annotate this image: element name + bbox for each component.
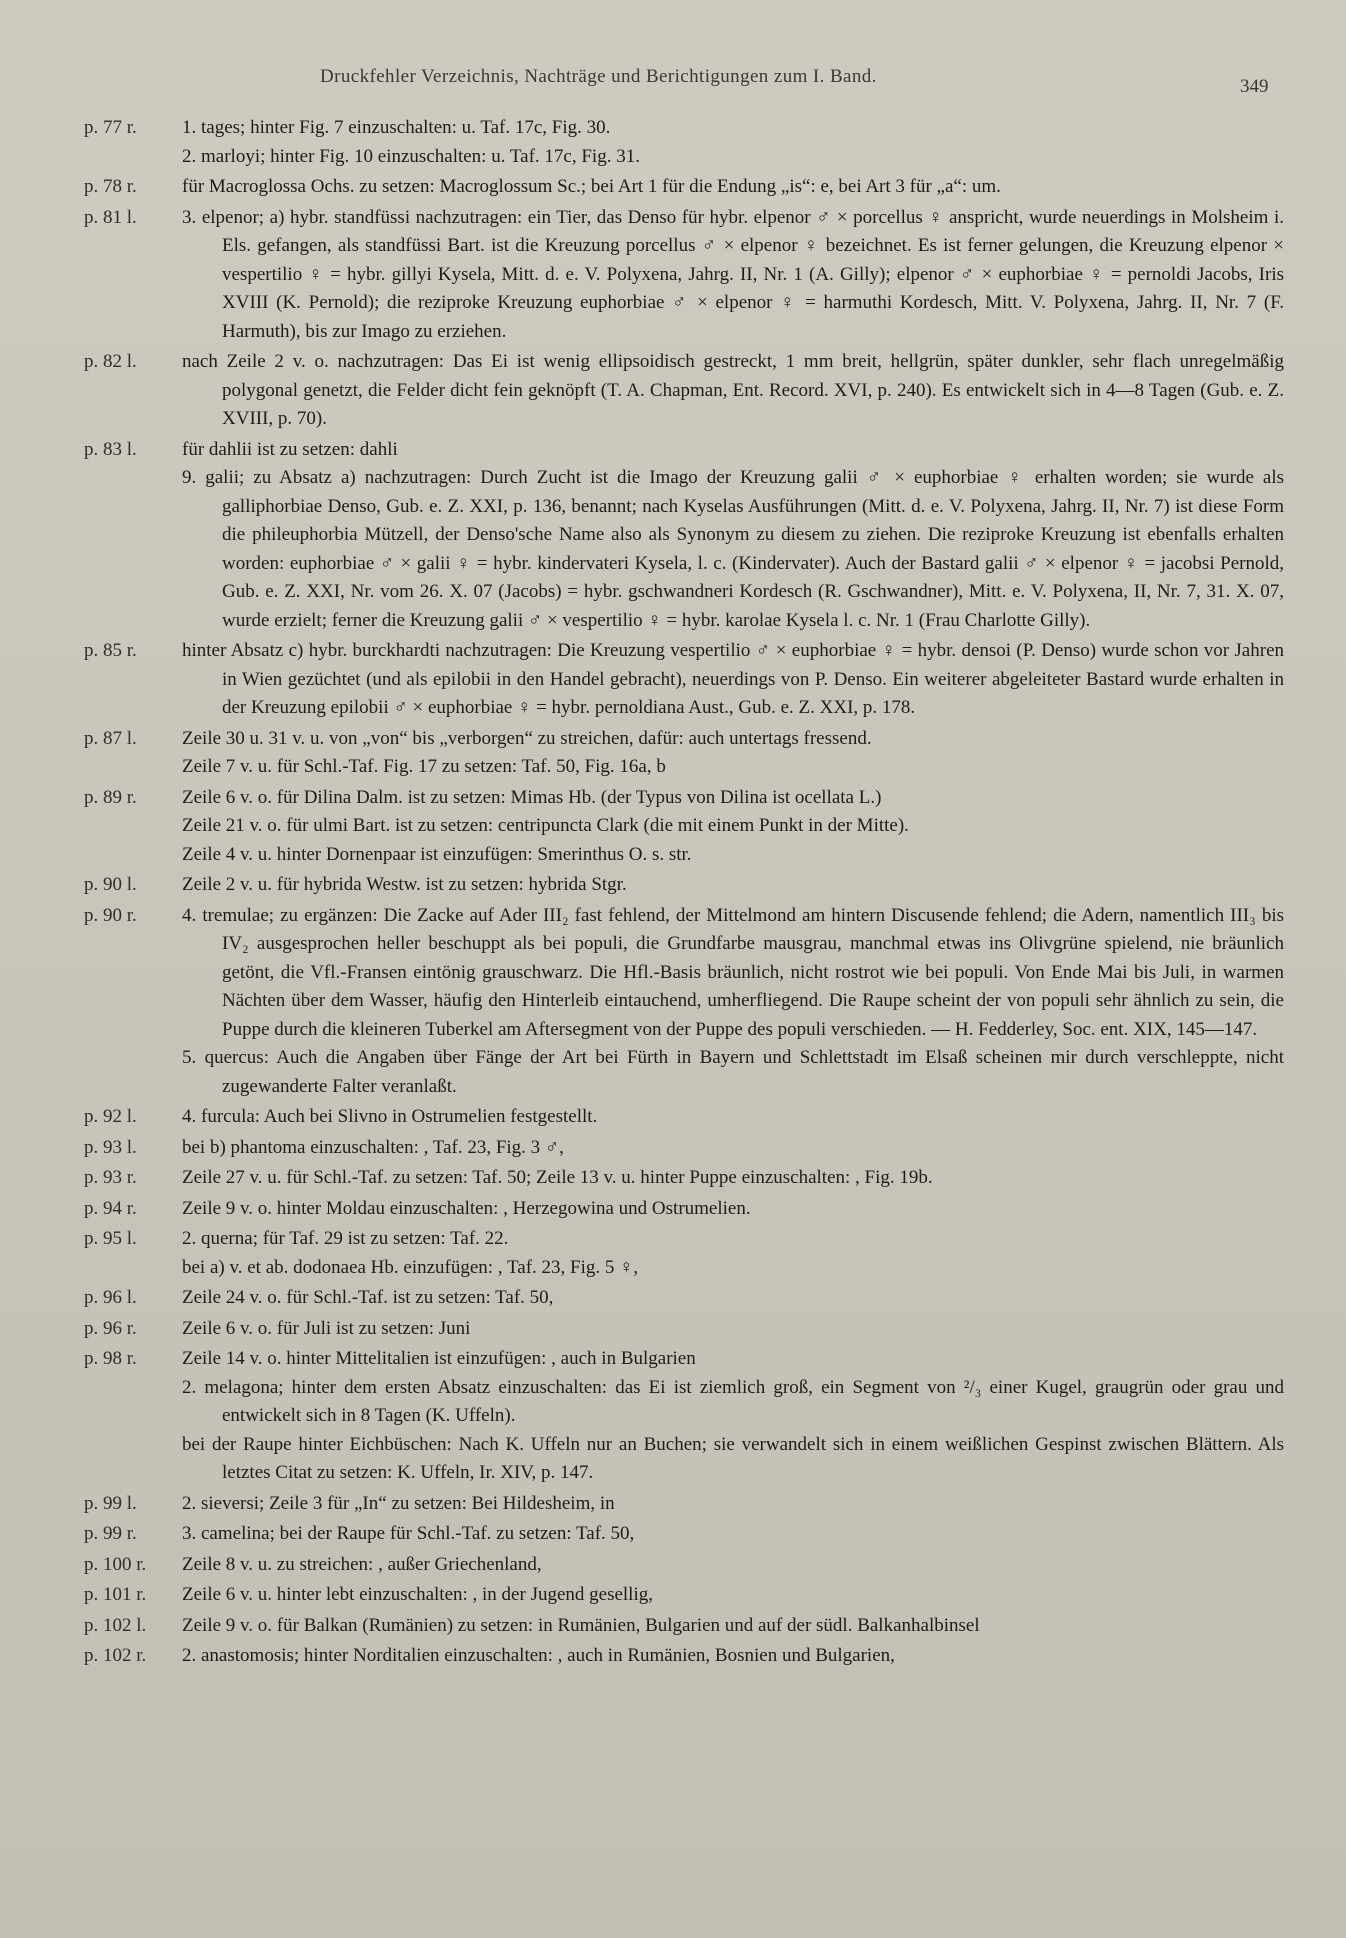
correction-entry: [0, 902, 1346, 1102]
correction-line: Zeile 14 v. o. hinter Mittelitalien ist einzufügen: , auch in Bulgarien: [182, 1348, 696, 1369]
page-reference: p. 90 l.: [84, 874, 137, 895]
page-reference: p. 99 r.: [84, 1523, 137, 1544]
correction-line: Zeile 6 v. o. für Dilina Dalm. ist zu setzen: Mimas Hb. (der Typus von Dilina ist ocellata L.): [182, 786, 882, 808]
page-reference: p. 93 l.: [84, 1136, 137, 1158]
correction-entry: [0, 436, 1346, 636]
correction-text: [182, 1490, 1284, 1519]
correction-text: [182, 1225, 1284, 1282]
correction-entry: [0, 173, 1346, 202]
correction-entry: [0, 1520, 1346, 1549]
correction-text: [182, 1345, 1284, 1488]
page-reference: p. 94 r.: [84, 1197, 137, 1219]
correction-line: Zeile 4 v. u. hinter Dornenpaar ist einzufügen: Smerinthus O. s. str.: [182, 843, 692, 865]
correction-text: [182, 871, 1284, 900]
page-reference: p. 90 r.: [84, 904, 137, 926]
correction-text: [182, 637, 1284, 723]
correction-line: Zeile 24 v. o. für Schl.-Taf. ist zu setzen: Taf. 50,: [182, 1287, 554, 1308]
correction-entry: [0, 871, 1346, 900]
correction-entry: [0, 637, 1346, 723]
page-reference: p. 77 r.: [84, 117, 137, 138]
correction-entry: [0, 348, 1346, 434]
page-reference: p. 85 r.: [84, 640, 137, 661]
correction-entry: [0, 1612, 1346, 1641]
correction-entry: [0, 1284, 1346, 1313]
correction-line: für Macroglossa Ochs. zu setzen: Macroglossum Sc.; bei Art 1 für die Endung „is“: e, bei Art 3 für „a“: um.: [182, 176, 1001, 197]
correction-line: 2. anastomosis; hinter Norditalien einzuschalten: , auch in Rumänien, Bosnien und Bulgarien,: [182, 1645, 895, 1666]
page-reference: p. 96 r.: [84, 1317, 137, 1339]
page-reference: p. 89 r.: [84, 786, 137, 808]
page-reference: p. 93 r.: [84, 1167, 137, 1188]
correction-text: [182, 114, 1284, 171]
correction-entry: [0, 1490, 1346, 1519]
correction-line: 4. tremulae; zu ergänzen: Die Zacke auf Ader III₂ fast fehlend, der Mittelmond am hintern Discusende fehlend; die Adern, namentlich III₃ bis IV₂ ausgesprochen heller beschuppt als bei populi, die Grundfarbe mausgrau, manchmal etwas ins Olivgrüne spielend, nie bräunlich getönt, die Vfl.-Fransen eintönig grauschwarz. Die Hfl.-Basis bräunlich, nicht rostrot wie bei populi. Von Ende Mai bis Juli, in warmen Nächten über dem Wasser, häufig den Hinterleib eintauchend, umherfliegend. Die Raupe scheint der von populi sehr ähnlich zu sein, die Puppe durch die kleineren Tuberkel am Aftersegment von der Puppe des populi verschieden. — H. Fedderley, Soc. ent. XIX, 145—147.: [182, 904, 1284, 1040]
correction-text: [182, 1284, 1284, 1313]
correction-entry: [0, 114, 1346, 171]
page-reference: p. 92 l.: [84, 1106, 137, 1127]
correction-line: Zeile 9 v. o. für Balkan (Rumänien) zu setzen: in Rumänien, Bulgarien und auf der südl. Balkanhalbinsel: [182, 1614, 980, 1636]
correction-text: [182, 1195, 1284, 1224]
correction-entry: [0, 204, 1346, 347]
correction-text: [182, 1551, 1284, 1580]
correction-entry: [0, 1195, 1346, 1224]
correction-entry: [0, 1134, 1346, 1163]
correction-line: bei b) phantoma einzuschalten: , Taf. 23, Fig. 3 ♂,: [182, 1136, 564, 1158]
correction-entry: [0, 1103, 1346, 1132]
page-reference: p. 100 r.: [84, 1553, 147, 1575]
correction-text: [182, 1103, 1284, 1132]
correction-text: [182, 1581, 1284, 1610]
correction-text: [182, 784, 1284, 870]
page-reference: p. 83 l.: [84, 438, 137, 460]
correction-text: [182, 902, 1284, 1102]
correction-line: Zeile 6 v. u. hinter lebt einzuschalten: , in der Jugend gesellig,: [182, 1584, 653, 1605]
page-reference: p. 101 r.: [84, 1584, 147, 1605]
correction-line: bei a) v. et ab. dodonaea Hb. einzufügen: , Taf. 23, Fig. 5 ♀,: [182, 1256, 639, 1278]
correction-line: 3. camelina; bei der Raupe für Schl.-Taf. zu setzen: Taf. 50,: [182, 1523, 635, 1544]
page-reference: p. 102 r.: [84, 1645, 147, 1666]
correction-text: [182, 173, 1284, 202]
correction-line: 1. tages; hinter Fig. 7 einzuschalten: u. Taf. 17c, Fig. 30.: [182, 117, 611, 138]
page-reference: p. 81 l.: [84, 206, 137, 228]
correction-line: für dahlii ist zu setzen: dahli: [182, 438, 398, 460]
page-reference: p. 96 l.: [84, 1287, 137, 1308]
running-head: Druckfehler Verzeichnis, Nachträge und Berichtigungen zum I. Band.: [320, 66, 877, 87]
correction-line: Zeile 21 v. o. für ulmi Bart. ist zu setzen: centripuncta Clark (die mit einem Punkt in der Mitte).: [182, 815, 909, 836]
correction-line: Zeile 2 v. u. für hybrida Westw. ist zu setzen: hybrida Stgr.: [182, 874, 627, 895]
correction-entry: [0, 1551, 1346, 1580]
page-reference: p. 98 r.: [84, 1348, 137, 1369]
page-reference: p. 78 r.: [84, 176, 137, 197]
correction-text: [182, 1315, 1284, 1344]
correction-line: 2. sieversi; Zeile 3 für „In“ zu setzen: Bei Hildesheim, in: [182, 1492, 615, 1514]
correction-text: [182, 204, 1284, 347]
correction-entry: [0, 1642, 1346, 1671]
correction-line: 9. galii; zu Absatz a) nachzutragen: Durch Zucht ist die Imago der Kreuzung galii ♂ × euphorbiae ♀ erhalten worden; sie wurde als galliphorbiae Denso, Gub. e. Z. XXI, p. 136, benannt; nach Kyselas Ausführungen (Mitt. d. e. V. Polyxena, Jahrg. II, Nr. 7) ist diese Form die phileuphorbia Mützell, der Denso'sche Name also als Synonym zu diesem zu ziehen. Die reziproke Kreuzung ist ebenfalls erhalten worden: euphorbiae ♂ × galii ♀ = hybr. kindervateri Kysela, l. c. (Kindervater). Auch der Bastard galii ♂ × elpenor ♀ = jacobsi Pernold, Gub. e. Z. XXI, Nr. vom 26. X. 07 (Jacobs) = hybr. gschwandneri Kordesch (R. Gschwandner), Mitt. e. V. Polyxena, II, Nr. 7, 31. X. 07, wurde erzielt; ferner die Kreuzung galii ♂ × vespertilio ♀ = hybr. karolae Kysela l. c. Nr. 1 (Frau Charlotte Gilly).: [182, 467, 1284, 631]
page-reference: p. 102 l.: [84, 1614, 147, 1636]
page-reference: p. 82 l.: [84, 351, 137, 372]
correction-line: 5. quercus: Auch die Angaben über Fänge der Art bei Fürth in Bayern und Schlettstadt im Elsaß scheinen mir durch verschleppte, nicht zugewanderte Falter veranlaßt.: [182, 1047, 1284, 1097]
correction-entry: [0, 1315, 1346, 1344]
correction-text: [182, 348, 1284, 434]
correction-line: Zeile 8 v. u. zu streichen: , außer Griechenland,: [182, 1553, 542, 1575]
correction-line: Zeile 9 v. o. hinter Moldau einzuschalten: , Herzegowina und Ostrumelien.: [182, 1197, 751, 1219]
correction-line: Zeile 30 u. 31 v. u. von „von“ bis „verborgen“ zu streichen, dafür: auch untertags fressend.: [182, 727, 872, 749]
page-reference: p. 95 l.: [84, 1228, 137, 1249]
correction-entry: [0, 1225, 1346, 1282]
correction-entry: [0, 1581, 1346, 1610]
page-reference: p. 87 l.: [84, 727, 137, 749]
correction-line: Zeile 27 v. u. für Schl.-Taf. zu setzen: Taf. 50; Zeile 13 v. u. hinter Puppe einzuschalten: , Fig. 19b.: [182, 1167, 933, 1188]
correction-line: nach Zeile 2 v. o. nachzutragen: Das Ei ist wenig ellipsoidisch gestreckt, 1 mm breit, hellgrün, später dunkler, sehr flach unregelmäßig polygonal genetzt, die Felder dicht fein geknöpft (T. A. Chapman, Ent. Record. XVI, p. 240). Es entwickelt sich in 4—8 Tagen (Gub. e. Z. XVIII, p. 70).: [182, 351, 1284, 429]
correction-entry: [0, 784, 1346, 870]
corrections-list: [0, 114, 1346, 1673]
correction-line: 3. elpenor; a) hybr. standfüssi nachzutragen: ein Tier, das Denso für hybr. elpenor ♂ × porcellus ♀ anspricht, wurde neuerdings in Molsheim i. Els. gefangen, als standfüssi Bart. ist die Kreuzung porcellus ♂ × elpenor ♀ bezeichnet. Es ist ferner gelungen, die Kreuzung elpenor × vespertilio ♀ = hybr. gillyi Kysela, Mitt. d. e. V. Polyxena, Jahrg. II, Nr. 1 (A. Gilly); elpenor ♂ × euphorbiae ♀ = pernoldi Jacobs, Iris XVIII (K. Pernold); die reziproke Kreuzung euphorbiae ♂ × elpenor ♀ = harmuthi Kordesch, Mitt. V. Polyxena, Jahrg. II, Nr. 7 (F. Harmuth), bis zur Imago zu erziehen.: [182, 206, 1284, 342]
correction-line: hinter Absatz c) hybr. burckhardti nachzutragen: Die Kreuzung vespertilio ♂ × euphorbiae ♀ = hybr. densoi (P. Denso) wurde schon vor Jahren in Wien gezüchtet (und als epilobii in den Handel gebracht), neuerdings von P. Denso. Ein weiterer abgeleiteter Bastard wurde erhalten in der Kreuzung epilobii ♂ × euphorbiae ♀ = hybr. pernoldiana Aust., Gub. e. Z. XXI, p. 178.: [182, 640, 1284, 718]
correction-line: bei der Raupe hinter Eichbüschen: Nach K. Uffeln nur an Buchen; sie verwandelt sich in einem weißlichen Gespinst zwischen Blättern. Als letztes Citat zu setzen: K. Uffeln, Ir. XIV, p. 147.: [182, 1433, 1284, 1483]
correction-text: [182, 725, 1284, 782]
correction-line: Zeile 7 v. u. für Schl.-Taf. Fig. 17 zu setzen: Taf. 50, Fig. 16a, b: [182, 756, 666, 777]
correction-text: [182, 1520, 1284, 1549]
correction-text: [182, 1642, 1284, 1671]
correction-line: 4. furcula: Auch bei Slivno in Ostrumelien festgestellt.: [182, 1106, 598, 1127]
correction-entry: [0, 725, 1346, 782]
correction-text: [182, 1164, 1284, 1193]
correction-line: 2. querna; für Taf. 29 ist zu setzen: Taf. 22.: [182, 1228, 509, 1249]
correction-entry: [0, 1345, 1346, 1488]
page-number: 349: [1240, 76, 1269, 97]
correction-text: [182, 436, 1284, 636]
correction-line: Zeile 6 v. o. für Juli ist zu setzen: Juni: [182, 1317, 471, 1339]
correction-line: 2. melagona; hinter dem ersten Absatz einzuschalten: das Ei ist ziemlich groß, ein Segment von ²/₃ einer Kugel, graugrün oder grau und entwickelt sich in 8 Tagen (K. Uffeln).: [182, 1376, 1284, 1426]
correction-entry: [0, 1164, 1346, 1193]
correction-line: 2. marloyi; hinter Fig. 10 einzuschalten: u. Taf. 17c, Fig. 31.: [182, 145, 640, 167]
correction-text: [182, 1612, 1284, 1641]
page-reference: p. 99 l.: [84, 1492, 137, 1514]
correction-text: [182, 1134, 1284, 1163]
